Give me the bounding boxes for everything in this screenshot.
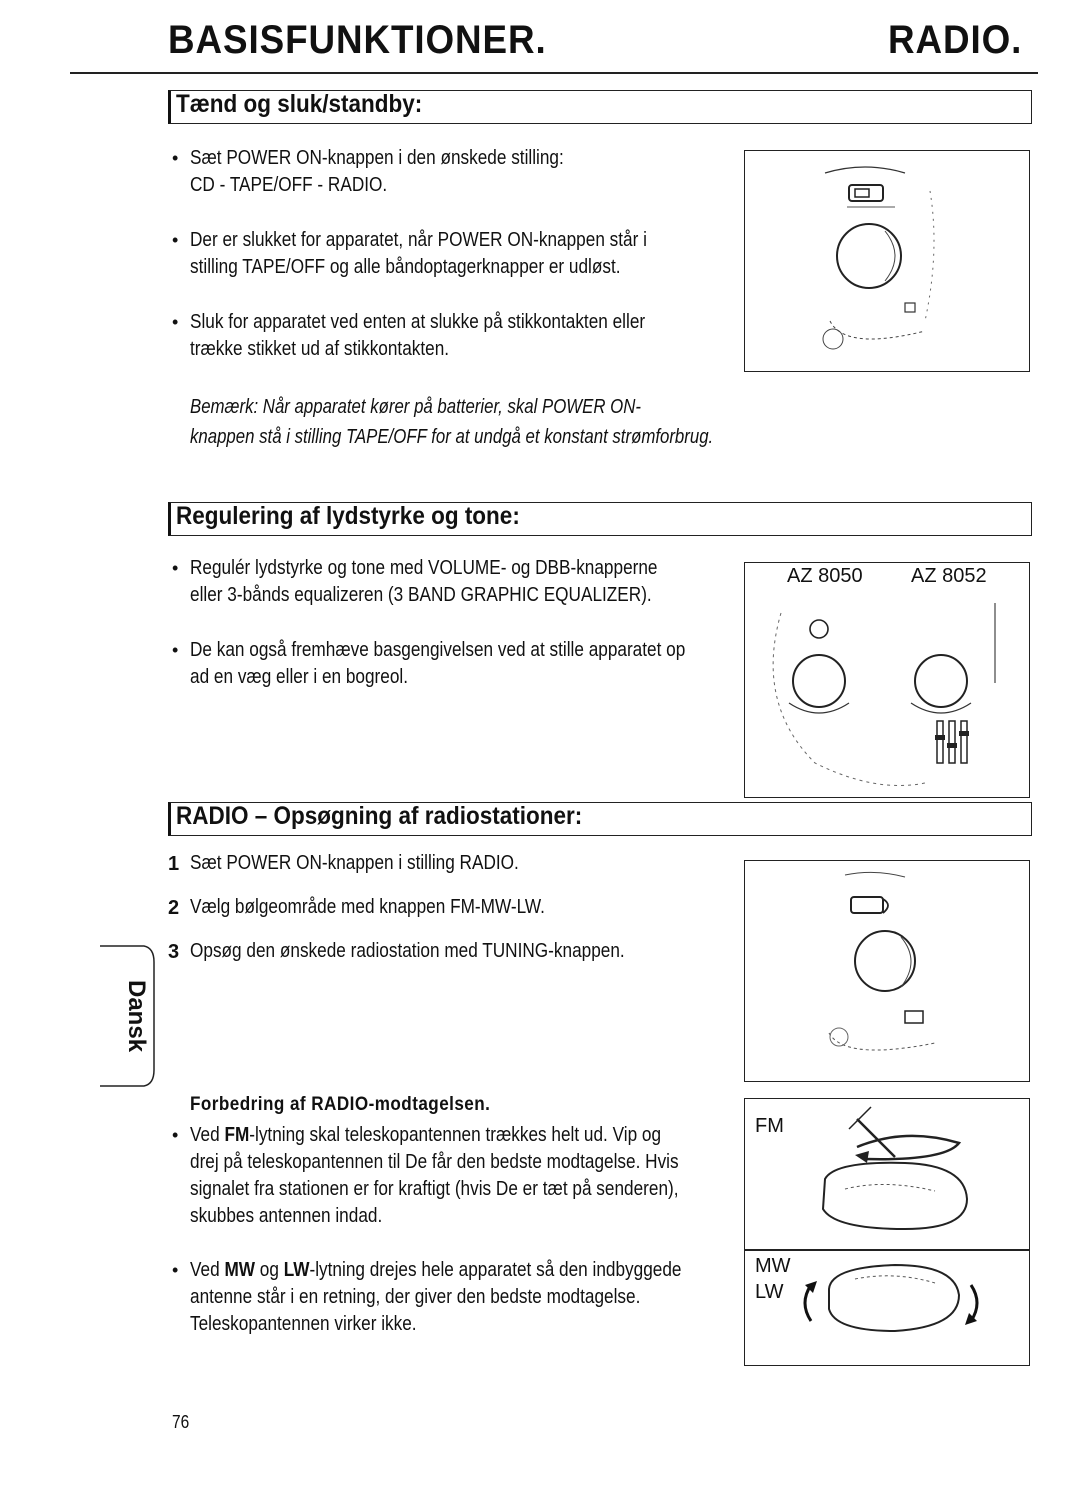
radio-step-3: Opsøg den ønskede radiostation med TUNING-knappen.: [190, 940, 625, 962]
power-bullet-1-line-1: Sæt POWER ON-knappen i den ønskede stilling:: [190, 147, 564, 169]
power-bullet-1-line-2: CD - TAPE/OFF - RADIO.: [190, 174, 388, 196]
volume-illustration: [744, 562, 1030, 798]
bullet-icon: •: [172, 640, 179, 660]
step-number: 3: [168, 941, 180, 963]
volume-knob-b-icon: [915, 655, 967, 707]
fm-line-1-a: Ved: [190, 1124, 225, 1146]
language-tab: [100, 944, 156, 1088]
power-note-line-2: knappen stå i stilling TAPE/OFF for at undgå et konstant strømforbrug.: [190, 426, 714, 448]
header-rule: [70, 72, 1038, 74]
mwlw-line-1-a: Ved: [190, 1259, 225, 1281]
power-switch-icon: [849, 185, 883, 201]
band-switch-icon: [905, 1011, 923, 1023]
reception-subheading: Forbedring af RADIO-modtagelsen.: [190, 1094, 491, 1115]
page-heading: BASISFUNKTIONER.: [168, 18, 547, 62]
power-switch-drawing: [745, 151, 1028, 370]
mwlw-line-1-b: MW: [224, 1259, 256, 1281]
section-radio-title: RADIO – Opsøgning af radiostationer:: [176, 802, 583, 830]
power-note-line-1: Bemærk: Når apparatet kører på batterier, skal POWER ON-: [190, 396, 641, 418]
volume-bullet-2-line-1: De kan også fremhæve basgengivelsen ved at stille apparatet op: [190, 639, 686, 661]
lw-label: LW: [755, 1281, 784, 1303]
step-number: 2: [168, 897, 180, 919]
section-volume-title: Regulering af lydstyrke og tone:: [176, 502, 520, 530]
fm-line-1-b: FM: [224, 1124, 250, 1146]
telescopic-antenna-icon: [849, 1107, 959, 1163]
antenna-illustration: [744, 1098, 1030, 1366]
bullet-icon: •: [172, 558, 179, 578]
power-bullet-3-line-2: trække stikket ud af stikkontakten.: [190, 338, 450, 360]
mw-label: MW: [755, 1255, 791, 1277]
power-bullet-2-line-2: stilling TAPE/OFF og alle båndoptagerknapper er udløst.: [190, 256, 621, 278]
volume-bullet-1-line-2: eller 3-bånds equalizeren (3 BAND GRAPHIC EQUALIZER).: [190, 584, 652, 606]
volume-bullet-2-line-2: ad en væg eller i en bogreol.: [190, 666, 409, 688]
volume-knob-a-icon: [793, 655, 845, 707]
language-tab-label: Dansk: [123, 979, 150, 1053]
model-b-label: AZ 8052: [911, 565, 987, 587]
power-switch-icon: [851, 897, 883, 913]
fm-line-3: signalet fra stationen er for kraftigt (hvis De er tæt på senderen),: [190, 1178, 679, 1200]
fm-line-4: skubbes antennen indad.: [190, 1205, 383, 1227]
mwlw-line-1-e: -lytning drejes hele apparatet så den indbyggede: [309, 1259, 682, 1281]
rotate-radio-icon: [805, 1265, 977, 1331]
mwlw-line-2: antenne står i en retning, der giver den bedste modtagelse.: [190, 1286, 641, 1308]
step-number: 1: [168, 853, 180, 875]
mwlw-line-3: Teleskopantennen virker ikke.: [190, 1313, 417, 1335]
tuning-knob-icon: [855, 931, 915, 991]
bullet-icon: •: [172, 230, 179, 250]
bullet-icon: •: [172, 148, 179, 168]
tuning-drawing: [745, 861, 1028, 1080]
bullet-icon: •: [172, 1125, 179, 1145]
antenna-drawing: [745, 1099, 1028, 1364]
radio-step-1: Sæt POWER ON-knappen i stilling RADIO.: [190, 852, 519, 874]
fm-line-2: drej på teleskopantennen til De får den bedste modtagelse. Hvis: [190, 1151, 679, 1173]
power-bullet-3-line-1: Sluk for apparatet ved enten at slukke på stikkontakten eller: [190, 311, 646, 333]
bullet-icon: •: [172, 312, 179, 332]
chapter-heading: RADIO.: [888, 18, 1023, 62]
page-number: 76: [172, 1412, 190, 1432]
power-switch-illustration: [744, 150, 1030, 372]
volume-knob-icon: [837, 224, 901, 288]
tuning-illustration: [744, 860, 1030, 1082]
mwlw-line-1: [190, 1257, 681, 1284]
equalizer-icon: [935, 721, 969, 763]
model-a-label: AZ 8050: [787, 565, 863, 587]
dbb-button-icon: [810, 620, 828, 638]
fm-line-1-c: -lytning skal teleskopantennen trækkes helt ud. Vip og: [249, 1124, 662, 1146]
bullet-icon: •: [172, 1260, 179, 1280]
power-bullet-2-line-1: Der er slukket for apparatet, når POWER ON-knappen står i: [190, 229, 647, 251]
volume-bullet-1-line-1: Regulér lydstyrke og tone med VOLUME- og DBB-knapperne: [190, 557, 658, 579]
fm-label: FM: [755, 1115, 784, 1137]
radio-step-2: Vælg bølgeområde med knappen FM-MW-LW.: [190, 896, 545, 918]
antenna-divider: [745, 1249, 1029, 1251]
radio-unit-icon: [823, 1163, 967, 1229]
volume-drawing: [745, 563, 1028, 796]
fm-line-1: [190, 1122, 661, 1149]
mwlw-line-1-c: og: [255, 1259, 284, 1281]
section-power-title: Tænd og sluk/standby:: [176, 90, 423, 118]
mwlw-line-1-d: LW: [283, 1259, 310, 1281]
